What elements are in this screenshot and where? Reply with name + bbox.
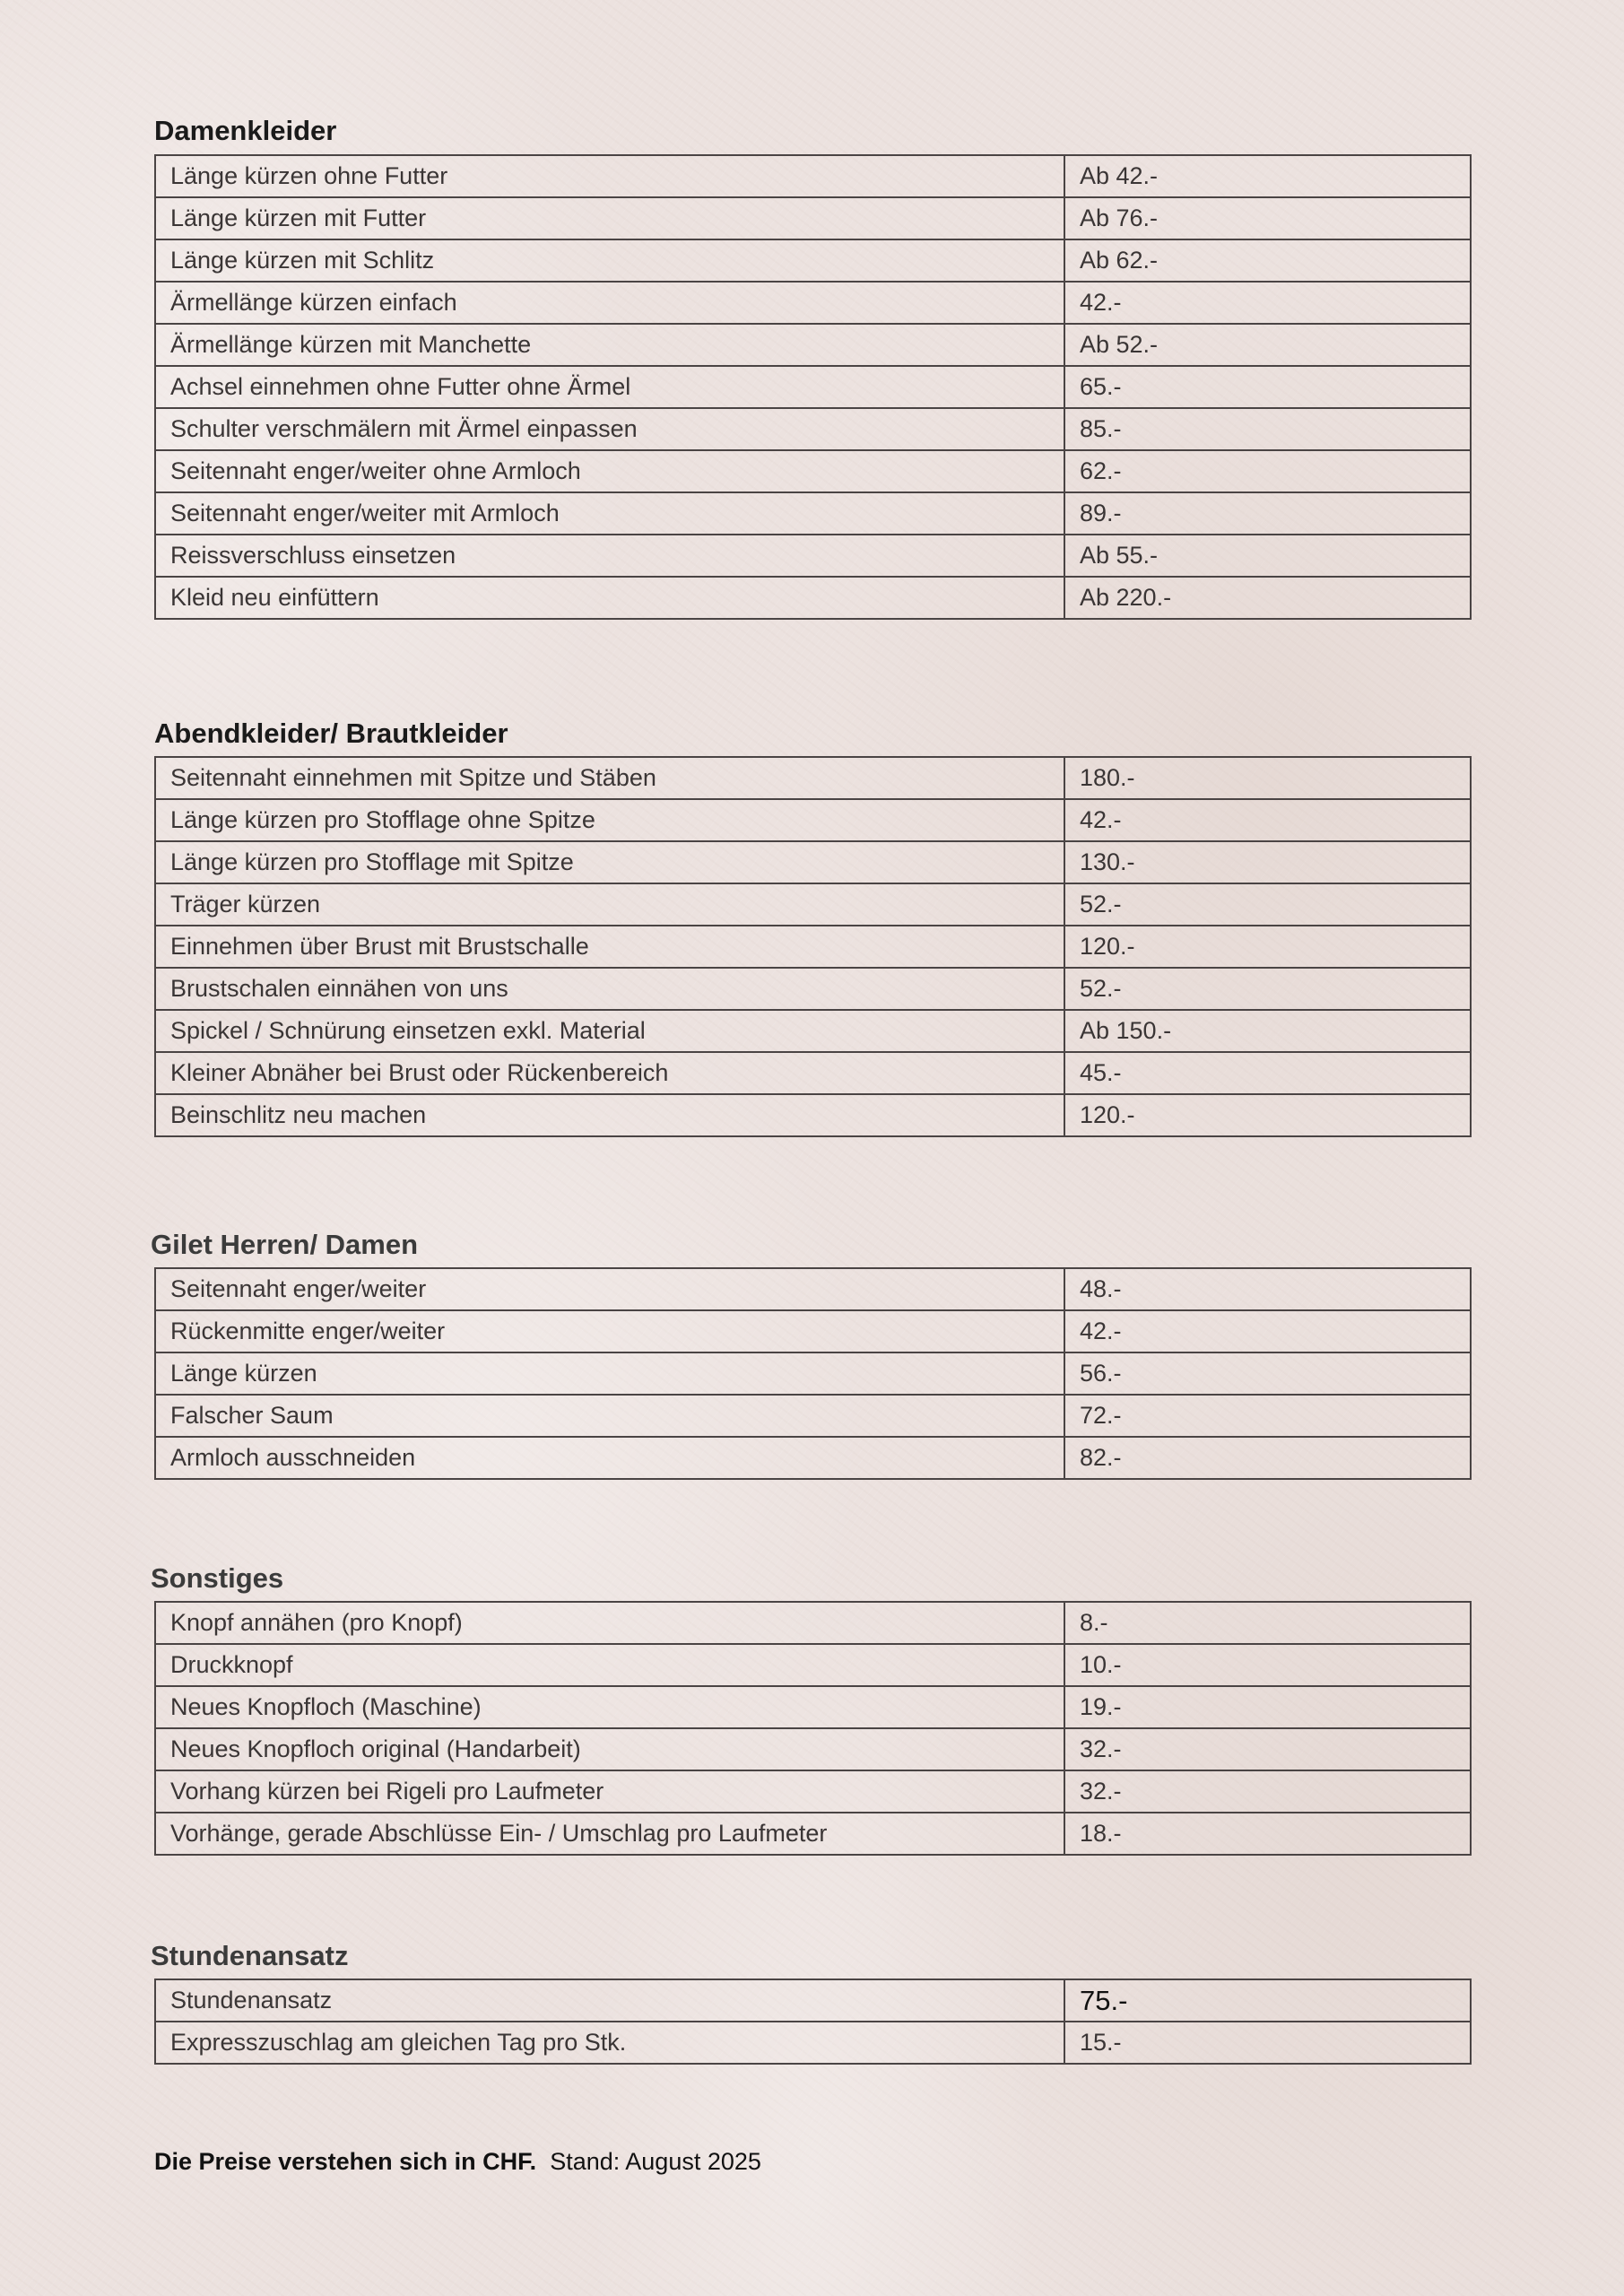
table-row xyxy=(155,1437,1471,1479)
item-label: Rückenmitte enger/weiter xyxy=(155,1310,1064,1352)
item-label: Länge kürzen ohne Futter xyxy=(155,155,1064,197)
item-price: Ab 220.- xyxy=(1064,577,1471,619)
item-label: Kleid neu einfüttern xyxy=(155,577,1064,619)
item-price: Ab 76.- xyxy=(1064,197,1471,239)
table-row xyxy=(155,1010,1471,1052)
item-price: Ab 62.- xyxy=(1064,239,1471,282)
price-table xyxy=(154,1979,1472,2065)
table-row xyxy=(155,197,1471,239)
item-label: Länge kürzen mit Schlitz xyxy=(155,239,1064,282)
table-row xyxy=(155,1310,1471,1352)
item-label: Knopf annähen (pro Knopf) xyxy=(155,1602,1064,1644)
item-price: 85.- xyxy=(1064,408,1471,450)
item-price: 42.- xyxy=(1064,282,1471,324)
section-title: Sonstiges xyxy=(151,1562,284,1594)
item-label: Einnehmen über Brust mit Brustschalle xyxy=(155,926,1064,968)
table-row xyxy=(155,1728,1471,1770)
item-label: Schulter verschmälern mit Ärmel einpassen xyxy=(155,408,1064,450)
item-label: Armloch ausschneiden xyxy=(155,1437,1064,1479)
item-label: Beinschlitz neu machen xyxy=(155,1094,1064,1136)
item-price: 82.- xyxy=(1064,1437,1471,1479)
section-title: Stundenansatz xyxy=(151,1940,349,1971)
price-table xyxy=(154,756,1472,1137)
table-row xyxy=(155,324,1471,366)
table-row xyxy=(155,841,1471,883)
item-label: Länge kürzen xyxy=(155,1352,1064,1395)
item-price: 62.- xyxy=(1064,450,1471,492)
item-price: Ab 150.- xyxy=(1064,1010,1471,1052)
item-label: Länge kürzen pro Stofflage ohne Spitze xyxy=(155,799,1064,841)
item-price: 75.- xyxy=(1064,1979,1471,2022)
table-row xyxy=(155,883,1471,926)
table-row xyxy=(155,799,1471,841)
table-row xyxy=(155,968,1471,1010)
section-title: Abendkleider/ Brautkleider xyxy=(154,718,508,749)
item-price: 32.- xyxy=(1064,1770,1471,1813)
table-row xyxy=(155,492,1471,535)
item-label: Länge kürzen mit Futter xyxy=(155,197,1064,239)
item-price: 52.- xyxy=(1064,883,1471,926)
item-price: 120.- xyxy=(1064,1094,1471,1136)
item-price: 120.- xyxy=(1064,926,1471,968)
item-price: 65.- xyxy=(1064,366,1471,408)
item-price: 8.- xyxy=(1064,1602,1471,1644)
item-price: Ab 42.- xyxy=(1064,155,1471,197)
table-row xyxy=(155,1686,1471,1728)
item-price: Ab 55.- xyxy=(1064,535,1471,577)
item-label: Falscher Saum xyxy=(155,1395,1064,1437)
item-price: 72.- xyxy=(1064,1395,1471,1437)
section-title: Damenkleider xyxy=(154,115,337,146)
item-price: 15.- xyxy=(1064,2022,1471,2064)
item-price: 18.- xyxy=(1064,1813,1471,1855)
table-row xyxy=(155,757,1471,799)
item-label: Spickel / Schnürung einsetzen exkl. Material xyxy=(155,1010,1064,1052)
price-table xyxy=(154,1267,1472,1480)
item-label: Expresszuschlag am gleichen Tag pro Stk. xyxy=(155,2022,1064,2064)
item-label: Vorhänge, gerade Abschlüsse Ein- / Umschlag pro Laufmeter xyxy=(155,1813,1064,1855)
item-price: 130.- xyxy=(1064,841,1471,883)
item-label: Vorhang kürzen bei Rigeli pro Laufmeter xyxy=(155,1770,1064,1813)
table-row xyxy=(155,1395,1471,1437)
table-row xyxy=(155,535,1471,577)
table-row xyxy=(155,926,1471,968)
item-label: Seitennaht enger/weiter xyxy=(155,1268,1064,1310)
table-row xyxy=(155,408,1471,450)
table-row xyxy=(155,2022,1471,2064)
table-row xyxy=(155,1352,1471,1395)
item-price: 10.- xyxy=(1064,1644,1471,1686)
item-price: 42.- xyxy=(1064,1310,1471,1352)
item-price: 180.- xyxy=(1064,757,1471,799)
table-row xyxy=(155,239,1471,282)
item-label: Seitennaht einnehmen mit Spitze und Stäben xyxy=(155,757,1064,799)
item-price: 42.- xyxy=(1064,799,1471,841)
footer-note xyxy=(154,2144,761,2179)
item-label: Druckknopf xyxy=(155,1644,1064,1686)
table-row xyxy=(155,1052,1471,1094)
price-table xyxy=(154,154,1472,620)
table-row xyxy=(155,1644,1471,1686)
item-label: Stundenansatz xyxy=(155,1979,1064,2022)
table-row xyxy=(155,282,1471,324)
item-label: Länge kürzen pro Stofflage mit Spitze xyxy=(155,841,1064,883)
table-row xyxy=(155,1979,1471,2022)
item-price: Ab 52.- xyxy=(1064,324,1471,366)
price-table xyxy=(154,1601,1472,1856)
table-row xyxy=(155,366,1471,408)
item-price: 45.- xyxy=(1064,1052,1471,1094)
table-row xyxy=(155,1268,1471,1310)
section-title: Gilet Herren/ Damen xyxy=(151,1229,419,1260)
item-price: 52.- xyxy=(1064,968,1471,1010)
item-price: 19.- xyxy=(1064,1686,1471,1728)
table-row xyxy=(155,1770,1471,1813)
table-row xyxy=(155,1813,1471,1855)
item-price: 48.- xyxy=(1064,1268,1471,1310)
item-label: Neues Knopfloch original (Handarbeit) xyxy=(155,1728,1064,1770)
item-label: Träger kürzen xyxy=(155,883,1064,926)
item-label: Achsel einnehmen ohne Futter ohne Ärmel xyxy=(155,366,1064,408)
item-price: 89.- xyxy=(1064,492,1471,535)
item-price: 56.- xyxy=(1064,1352,1471,1395)
item-label: Seitennaht enger/weiter mit Armloch xyxy=(155,492,1064,535)
table-row xyxy=(155,1602,1471,1644)
table-row xyxy=(155,450,1471,492)
item-label: Ärmellänge kürzen mit Manchette xyxy=(155,324,1064,366)
currency-note: Die Preise verstehen sich in CHF. xyxy=(154,2148,537,2175)
price-date: Stand: August 2025 xyxy=(550,2148,761,2175)
item-label: Neues Knopfloch (Maschine) xyxy=(155,1686,1064,1728)
item-label: Brustschalen einnähen von uns xyxy=(155,968,1064,1010)
table-row xyxy=(155,1094,1471,1136)
table-row xyxy=(155,577,1471,619)
table-row xyxy=(155,155,1471,197)
item-label: Kleiner Abnäher bei Brust oder Rückenbereich xyxy=(155,1052,1064,1094)
item-label: Ärmellänge kürzen einfach xyxy=(155,282,1064,324)
item-price: 32.- xyxy=(1064,1728,1471,1770)
item-label: Reissverschluss einsetzen xyxy=(155,535,1064,577)
item-label: Seitennaht enger/weiter ohne Armloch xyxy=(155,450,1064,492)
